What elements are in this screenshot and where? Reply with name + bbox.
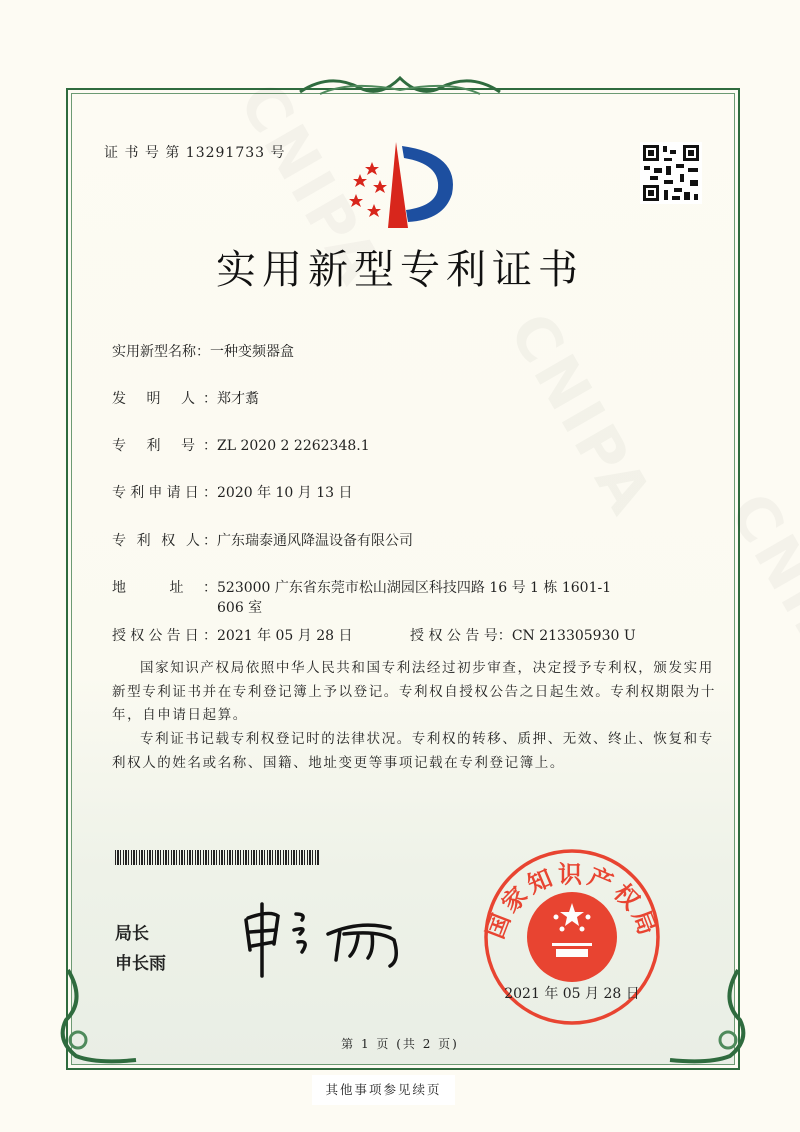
ornament-bottom-left — [56, 960, 146, 1070]
continued-note: 其他事项参见续页 — [312, 1075, 455, 1105]
field-patent-number: 专 利 号：ZL 2020 2 2262348.1 — [112, 438, 370, 454]
paragraph-grant: 国家知识产权局依照中华人民共和国专利法经过初步审查，决定授予专利权，颁发实用新型专利证书并在专利登记簿上予以登记。专利权自授权公告之日起生效。专利权期限为十年，自申请日起算。 — [112, 660, 716, 723]
field-inventor: 发 明 人：郑才翥 — [112, 391, 259, 407]
paragraph-legal: 专利证书记载专利权登记时的法律状况。专利权的转移、质押、无效、终止、恢复和专利权人的姓名或名称、国籍、地址变更等事项记载在专利登记簿上。 — [112, 731, 714, 771]
ornament-top — [290, 70, 510, 100]
official-seal — [480, 845, 665, 1030]
svg-text:国家知识产权局: 国家知识产权局 — [481, 860, 663, 943]
field-address: 地 址：523000 广东省东莞市松山湖园区科技四路 16 号 1 栋 1601-1 606 室 — [112, 580, 612, 616]
field-patentee: 专 利 权 人：广东瑞泰通风降温设备有限公司 — [112, 533, 413, 549]
field-publication-number: 授 权 公 告 号：CN 213305930 U — [410, 628, 636, 644]
ornament-bottom-right — [660, 960, 750, 1070]
director-name: 申长雨 — [115, 954, 166, 974]
page-number: 第 1 页 (共 2 页) — [341, 1037, 459, 1051]
cnipa-logo — [342, 140, 462, 232]
director-title: 局长 — [115, 924, 149, 944]
seal-date: 2021 年 05 月 28 日 — [504, 986, 640, 1002]
certificate-title: 实用新型专利证书 — [216, 247, 584, 293]
field-name: 实用新型名称：一种变频器盒 — [112, 344, 294, 360]
barcode — [115, 850, 320, 865]
field-application-date: 专利申请日：2020 年 10 月 13 日 — [112, 485, 353, 501]
qr-code[interactable] — [640, 142, 702, 204]
director-signature — [240, 900, 420, 980]
certificate-number: 证 书 号 第 13291733 号 — [104, 145, 286, 161]
field-grant-date: 授权公告日：2021 年 05 月 28 日 — [112, 628, 353, 644]
